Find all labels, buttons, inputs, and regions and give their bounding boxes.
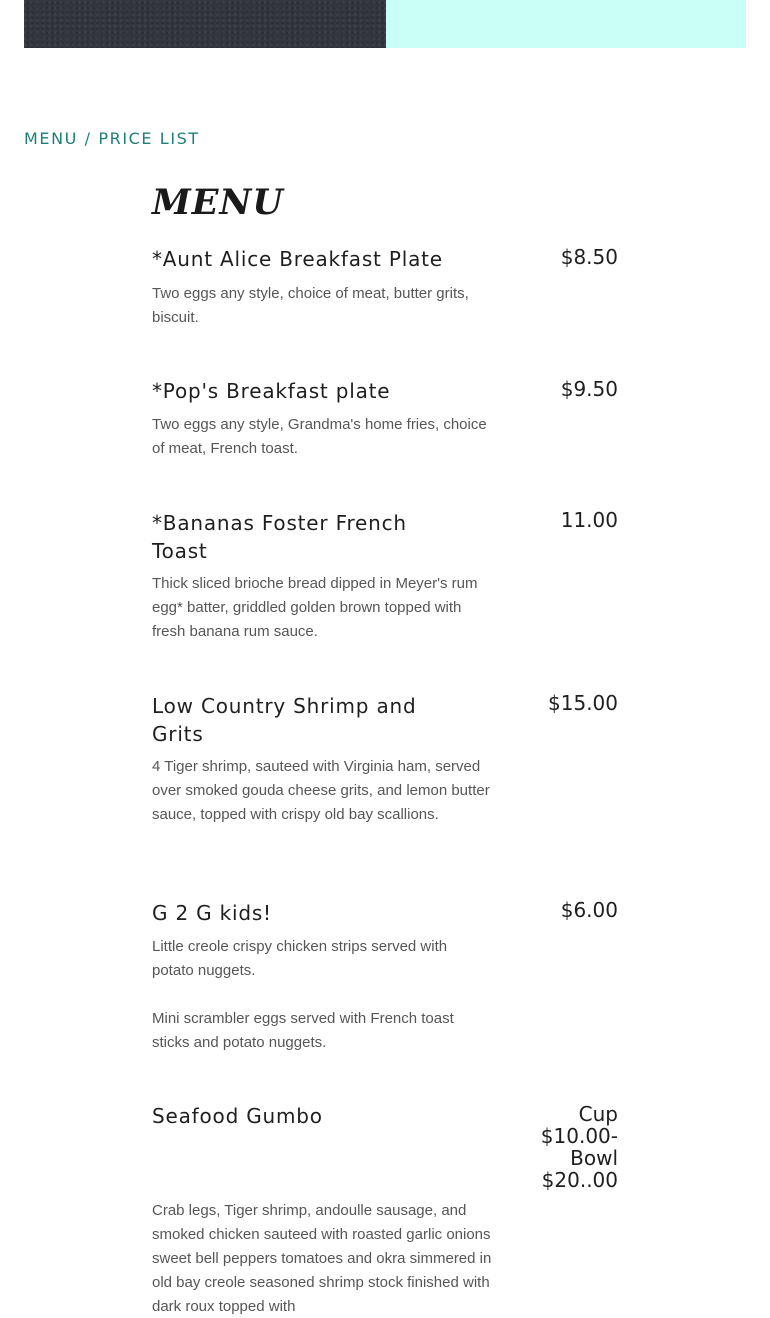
menu-item-description-secondary: Mini scrambler eggs served with French toast sticks and potato nuggets. [152,1010,454,1051]
menu-item-description: 4 Tiger shrimp, sauteed with Virginia ham, served over smoked gouda cheese grits, and lemon butter sauce, topped with crispy old bay scallions. [152,758,490,823]
menu-title: MENU [152,182,284,223]
menu-item-price: 11.00 [560,508,618,532]
menu-item-description: Crab legs, Tiger shrimp, andoulle sausage, and smoked chicken sauteed with roasted garlic onions sweet bell peppers tomatoes and okra simmered in old bay creole seasoned shrimp stock finished with dark roux topped with [152,1202,492,1315]
menu-item-name: Seafood Gumbo [152,1104,323,1128]
hero-image [24,0,386,48]
menu-item-name: G 2 G kids! [152,901,272,925]
menu-item-price: $8.50 [560,245,618,269]
breadcrumb: MENU / PRICE LIST [24,129,200,148]
menu-item-description: Two eggs any style, choice of meat, butter grits, biscuit. [152,285,469,326]
hero-color-panel [386,0,746,48]
menu-item-price: $6.00 [560,898,618,922]
menu-item-description: Thick sliced brioche bread dipped in Meyer's rum egg* batter, griddled golden brown topped with fresh banana rum sauce. [152,575,478,640]
menu-item-name: *Pop's Breakfast plate [152,379,391,403]
menu-item-price: Cup $10.00- Bowl $20..00 [540,1102,618,1192]
menu-item-name: Low Country Shrimp and Grits [152,694,417,746]
menu-item-name: *Aunt Alice Breakfast Plate [152,247,443,271]
menu-item-name: *Bananas Foster French Toast [152,511,407,563]
menu-item-description: Little creole crispy chicken strips served with potato nuggets. [152,938,448,979]
menu-item-price: $15.00 [548,691,618,715]
menu-item-price: $9.50 [560,377,618,401]
menu-item-description: Two eggs any style, Grandma's home fries, choice of meat, French toast. [152,416,487,457]
